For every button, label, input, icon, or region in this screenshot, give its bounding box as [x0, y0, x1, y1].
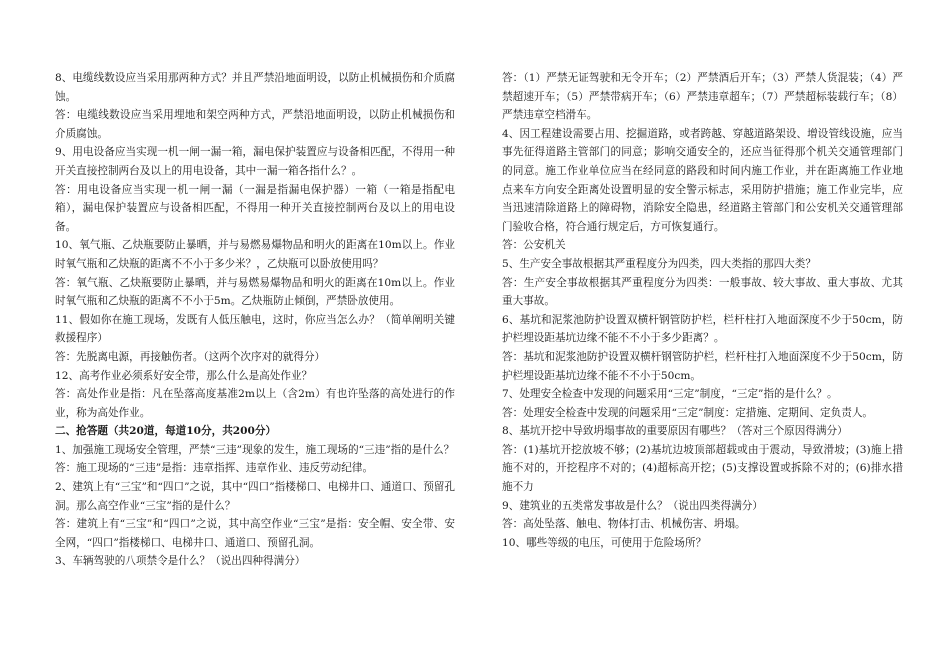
- answer-text: 答：（1）严禁无证驾驶和无令开车；（2）严禁酒后开车；（3）严禁人货混装；（4）严禁超速开车；（5）严禁带病开车；（6）严禁违章超车；（7）严禁超标装载行车；（8）严禁违章空档滑车。: [502, 72, 903, 122]
- question-text: 4、因工程建设需要占用、挖掘道路，或者跨越、穿越道路架设、增设管线设施，应当事先征得道路主管部门的同意；影响交通安全的，还应当征得那个机关交通管理部门的同意。施工作业单位应当在经同意的路段和时间内施工作业，并在距离施工作业地点来车方向安全距离处设置明显的安全警示标志，采用防护措施；施工作业完毕，应当迅速清除道路上的障碍物，消除安全隐患，经道路主管部门和公安机关交通管理部门验收合格，符合通行规定后，方可恢复通行。: [502, 127, 903, 233]
- right-column: [502, 69, 903, 552]
- answer-text: 答：基坑和泥浆池防护设置双横杆钢管防护栏，栏杆柱打入地面深度不少于50cm，防护栏埋设距基坑边缘不能不不小于50cm。: [502, 350, 903, 382]
- answer-text: 答：用电设备应当实现一机一闸一漏（一漏是指漏电保护器）一箱（一箱是指配电箱），漏电保护装置应与设备相匹配，不得用一种开关直接控制两台及以上的用电设备。: [55, 183, 455, 233]
- answer-text: 答：(1)基坑开挖放坡不够；(2)基坑边坡顶部超载或由于震动，导致滑坡；(3)施上措施不对的，开挖程序不对的；(4)超标高开挖；(5)支撑设置或拆除不对的；(6)排水措施不力: [502, 443, 903, 494]
- answer-text: 答：处理安全检查中发现的问题采用“三定”制度：定措施、定期间、定负责人。: [502, 406, 874, 419]
- answer-text: 答：高处坠落、触电、物体打击、机械伤害、坍塌。: [502, 518, 746, 531]
- question-text: 12、高考作业必须系好安全带，那么什么是高处作业？: [55, 369, 313, 382]
- question-text: 7、处理安全检查中发现的问题采用“三定”制度，“三定”指的是什么？。: [502, 388, 838, 401]
- answer-text: 答：施工现场的“三违”是指：违章指挥、违章作业、违反劳动纪律。: [55, 462, 374, 475]
- answer-text: 答：电缆线数设应当采用埋地和架空两种方式，严禁沿地面明设，以防止机械损伤和介质腐蚀。: [55, 109, 455, 140]
- question-text: 1、加强施工现场安全管理，严禁“三违”现象的发生，施工现场的“三违”指的是什么？: [55, 443, 455, 456]
- question-text: 9、建筑业的五类常发事故是什么？（说出四类得满分）: [502, 499, 763, 512]
- answer-text: 答：高处作业是指：凡在坠落高度基准2m以上（含2m）有也许坠落的高处进行的作业，称为高处作业。: [55, 388, 455, 419]
- question-text: 10、哪些等级的电压，可使用于危险场所？: [502, 536, 707, 549]
- left-column: [55, 69, 455, 571]
- question-text: 2、建筑上有“三宝”和“四口”之说，其中“四口”指楼梯口、电梯井口、通道口、预留孔洞。那么高空作业“三宝”指的是什么？: [55, 481, 455, 512]
- question-text: 8、电缆线数设应当采用那两种方式？并且严禁沿地面明设，以防止机械损伤和介质腐蚀。: [55, 72, 455, 103]
- answer-text: 答：生产安全事故根据其严重程度分为四类：一般事故、较大事故、重大事故、尤其重大事故。: [502, 276, 903, 308]
- section-heading: 二、抢答题（共20道，每道10分，共200分）: [55, 425, 277, 438]
- answer-text: 答：氧气瓶、乙炔瓶要防止暴晒，并与易燃易爆物品和明火的距离在10m以上。作业时氧气瓶和乙炔瓶的距离不不小于5m。乙炔瓶防止倾倒，严禁卧放使用。: [55, 276, 455, 308]
- answer-text: 答：公安机关: [502, 239, 566, 252]
- question-text: 6、基坑和泥浆池防护设置双横杆钢管防护栏，栏杆柱打入地面深度不少于50cm，防护栏埋设距基坑边缘不能不不小于多少距离？。: [502, 313, 903, 345]
- question-text: 11、假如你在施工现场，发既有人低压触电，这时，你应当怎么办？（简单阐明关键救援程序）: [55, 313, 455, 345]
- answer-text: 答：先脱离电源，再接触伤者。（这两个次序对的就得分）: [55, 350, 326, 363]
- question-text: 10、氧气瓶、乙炔瓶要防止暴晒，并与易燃易爆物品和明火的距离在10m以上。作业时氧气瓶和乙炔瓶的距离不不小于多少米？，乙炔瓶可以卧放使用吗？: [55, 239, 455, 270]
- question-text: 3、车辆驾驶的八项禁令是什么？（说出四种得满分）: [55, 555, 306, 568]
- answer-text: 答：建筑上有“三宝”和“四口”之说，其中高空作业“三宝”是指：安全帽、安全带、安全网，“四口”指楼梯口、电梯井口、通道口、预留孔洞。: [55, 518, 455, 549]
- question-text: 5、生产安全事故根据其严重程度分为四类，四大类指的那四大类？: [502, 257, 816, 270]
- question-text: 9、用电设备应当实现一机一闸一漏一箱，漏电保护装置应与设备相匹配，不得用一种开关直接控制两台及以上的用电设备，其中一漏一箱各指什么？。: [55, 146, 455, 177]
- question-text: 8、基坑开挖中导致坍塌事故的重要原因有哪些？（答对三个原因得满分）: [502, 425, 848, 438]
